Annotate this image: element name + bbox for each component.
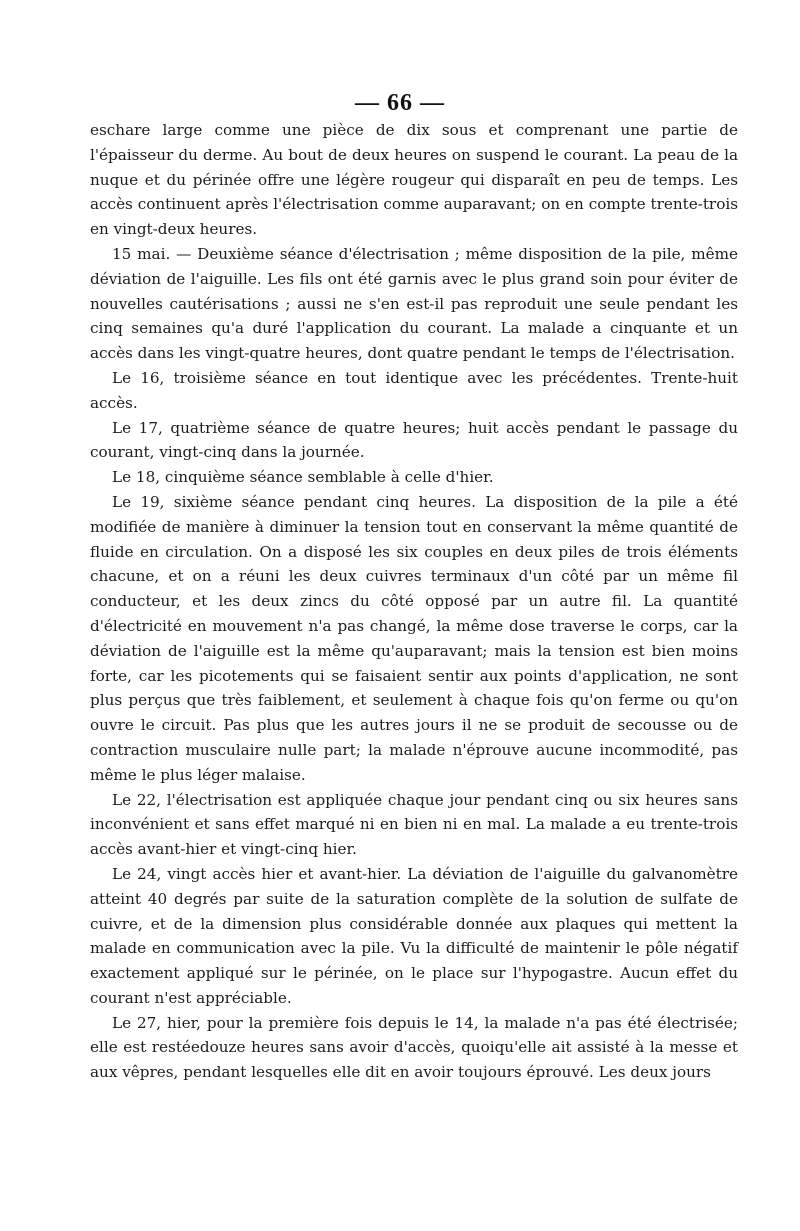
paragraph: Le 22, l'électrisation est appliquée chaque jour pendant cinq ou six heures sans inconvénient et sans effet marqué ni en bien ni en mal. La malade a eu trente-trois accès avant-hier et vingt-cinq hier. bbox=[90, 790, 738, 859]
paragraph: eschare large comme une pièce de dix sous et comprenant une partie de l'épaisseur du derme. Au bout de deux heures on suspend le courant. La peau de la nuque et du périnée offre une légère rougeur qui disparaît en peu de temps. Les accès continuent après l'électrisation comme auparavant; on en compte trente-trois en vingt-deux heures. bbox=[90, 121, 738, 239]
body-text bbox=[90, 118, 738, 1085]
paragraph: 15 mai. — Deuxième séance d'électrisation ; même disposition de la pile, même déviation de l'aiguille. Les fils ont été garnis avec le plus grand soin pour éviter de nouvelles cautérisations ; aussi ne s'en est-il pas reproduit une seule pendant les cinq semaines qu'a duré l'application du courant. La malade a cinquante et un accès dans les vingt-quatre heures, dont quatre pendant le temps de l'électrisation. bbox=[90, 244, 738, 363]
paragraph: Le 18, cinquième séance semblable à celle d'hier. bbox=[112, 468, 494, 487]
paragraph: Le 27, hier, pour la première fois depuis le 14, la malade n'a pas été électrisée; elle est restéedouze heures sans avoir d'accès, quoiqu'elle ait assisté à la messe et aux vêpres, pendant lesquelles elle dit en avoir toujours éprouvé. Les deux jours bbox=[90, 1013, 738, 1082]
paragraph: Le 16, troisième séance en tout identique avec les précédentes. Trente-huit accès. bbox=[90, 368, 738, 412]
paragraph: Le 17, quatrième séance de quatre heures; huit accès pendant le passage du courant, vingt-cinq dans la journée. bbox=[90, 418, 738, 462]
page-number: — 66 — bbox=[355, 90, 445, 116]
paragraph: Le 24, vingt accès hier et avant-hier. La déviation de l'aiguille du galvanomètre atteint 40 degrés par suite de la saturation complète de la solution de sulfate de cuivre, et de la dimension plus considérable donnée aux plaques qui mettent la malade en communication avec la pile. Vu la difficulté de maintenir le pôle négatif exactement appliqué sur le périnée, on le place sur l'hypogastre. Aucun effet du courant n'est appréciable. bbox=[90, 864, 738, 1007]
paragraph: Le 19, sixième séance pendant cinq heures. La disposition de la pile a été modifiée de manière à diminuer la tension tout en conservant la même quantité de fluide en circulation. On a disposé les six couples en deux piles de trois éléments chacune, et on a réuni les deux cuivres terminaux d'un côté par un même fil conducteur, et les deux zincs du côté opposé par un autre fil. La quantité d'électricité en mouvement n'a pas changé, la même dose traverse le corps, car la déviation de l'aiguille est la même qu'auparavant; mais la tension est bien moins forte, car les picotements qui se faisaient sentir aux points d'application, ne sont plus perçus que très faiblement, et seulement à chaque fois qu'on ferme ou qu'on ouvre le circuit. Pas plus que les autres jours il ne se produit de secousse ou de contraction musculaire nulle part; la malade n'éprouve aucune incommodité, pas même le plus léger malaise. bbox=[90, 492, 738, 784]
